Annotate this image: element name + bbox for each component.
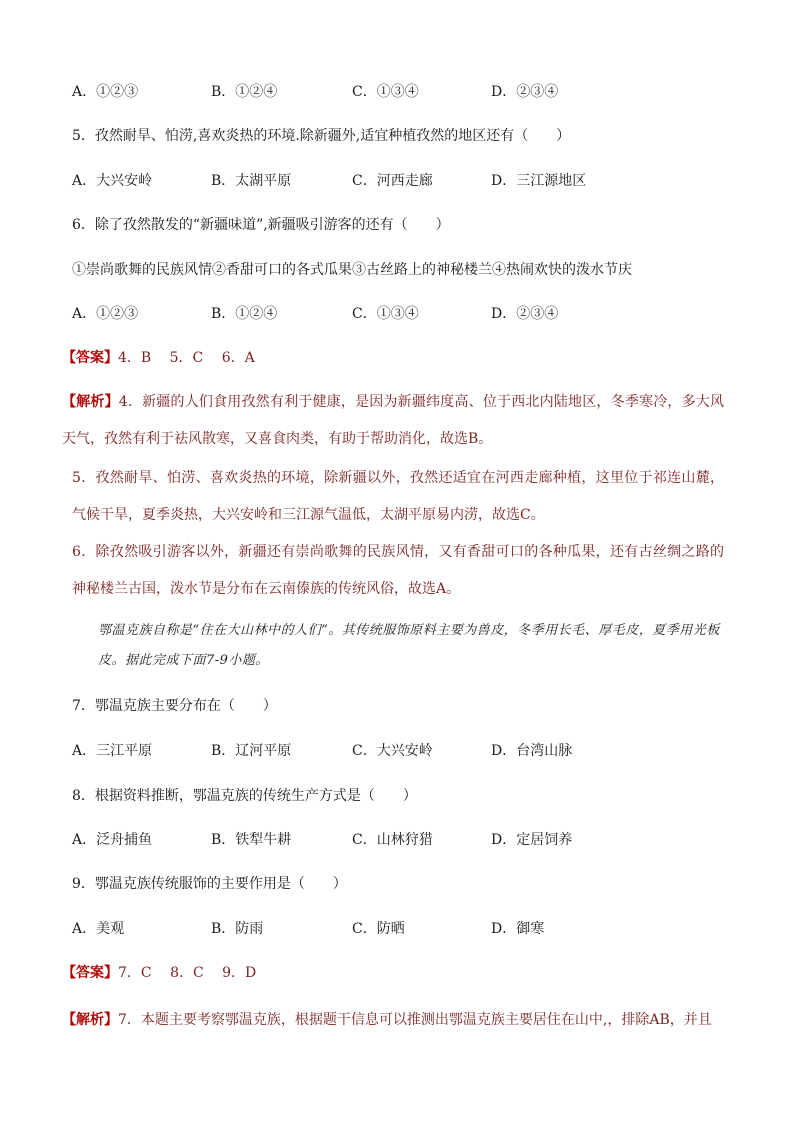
option-a: A．美观	[72, 921, 125, 937]
analysis-text: 7．本题主要考察鄂温克族，根据题干信息可以推测出鄂温克族主要居住在山中,，排除AB，并且	[118, 1012, 712, 1028]
option-c: C．山林狩猎	[352, 832, 433, 848]
q8-options	[72, 830, 722, 850]
answer-text: 4．B 5．C 6．A	[118, 350, 255, 366]
option-a: A．泛舟捕鱼	[72, 832, 153, 848]
option-c: C．①③④	[352, 84, 419, 100]
option-b: B．铁犁牛耕	[211, 832, 292, 848]
option-b: B．防雨	[211, 921, 264, 937]
analysis-text: 4．新疆的人们食用孜然有利于健康，是因为新疆纬度高、位于西北内陆地区，冬季寒冷，多大风天气，孜然有利于祛风散寒，又喜食肉类，有助于帮助消化，故选B。	[62, 394, 725, 447]
material-passage: 鄂温克族自称是“住在大山林中的人们”。其传统服饰原料主要为兽皮，冬季用长毛、厚毛皮，夏季用光板皮。据此完成下面7-9小题。	[98, 623, 720, 668]
option-c: C．防晒	[352, 921, 405, 937]
analysis-1-p1	[62, 384, 724, 458]
q8-stem: 8．根据资料推断，鄂温克族的传统生产方式是（ ）	[72, 788, 417, 804]
q5-options	[72, 171, 722, 191]
option-d: D．②③④	[491, 84, 559, 100]
option-d: D．台湾山脉	[491, 743, 573, 759]
option-b: B．辽河平原	[211, 743, 292, 759]
option-b: B．太湖平原	[211, 173, 292, 189]
analysis-1-p3: 6．除孜然吸引游客以外，新疆还有崇尚歌舞的民族风情，又有香甜可口的各种瓜果，还有古丝绸之路的神秘楼兰古国，泼水节是分布在云南傣族的传统风俗，故选A。	[72, 544, 724, 597]
option-d: D．御寒	[491, 921, 545, 937]
answer-tag: 【答案】	[62, 965, 118, 981]
answer-tag: 【答案】	[62, 350, 118, 366]
option-a: A．①②③	[72, 306, 139, 322]
answer-block-1	[62, 348, 255, 368]
option-d: D．定居饲养	[491, 832, 573, 848]
analysis-tag: 【解析】	[62, 394, 119, 410]
option-d: D．三江源地区	[491, 173, 587, 189]
q9-options	[72, 919, 722, 939]
q5-stem: 5．孜然耐旱、怕涝,喜欢炎热的环境.除新疆外,适宜种植孜然的地区还有（ ）	[72, 128, 571, 144]
q3-options	[72, 82, 722, 102]
answer-block-2	[62, 963, 256, 983]
option-a: A．大兴安岭	[72, 173, 153, 189]
option-c: C．①③④	[352, 306, 419, 322]
option-b: B．①②④	[211, 84, 278, 100]
option-c: C．大兴安岭	[352, 743, 433, 759]
option-c: C．河西走廊	[352, 173, 433, 189]
answer-text: 7．C 8．C 9．D	[118, 965, 257, 981]
option-d: D．②③④	[491, 306, 559, 322]
q6-stem: 6．除了孜然散发的“新疆味道”,新疆吸引游客的还有（ ）	[72, 217, 450, 233]
analysis-2-p1	[62, 1002, 724, 1039]
analysis-1-p2: 5．孜然耐旱、怕涝、喜欢炎热的环境，除新疆以外，孜然还适宜在河西走廊种植，这里位于祁连山麓，气候干旱，夏季炎热，大兴安岭和三江源气温低，太湖平原易内涝，故选C。	[72, 470, 724, 523]
option-b: B．①②④	[211, 306, 278, 322]
q6-options	[72, 304, 722, 324]
q7-options	[72, 741, 722, 761]
option-a: A．①②③	[72, 84, 139, 100]
analysis-tag: 【解析】	[62, 1012, 118, 1028]
q9-stem: 9．鄂温克族传统服饰的主要作用是（ ）	[72, 876, 347, 892]
q6-items: ①崇尚歌舞的民族风情②香甜可口的各式瓜果③古丝路上的神秘楼兰④热闹欢快的泼水节庆	[72, 262, 632, 278]
q7-stem: 7．鄂温克族主要分布在（ ）	[72, 698, 277, 714]
option-a: A．三江平原	[72, 743, 153, 759]
